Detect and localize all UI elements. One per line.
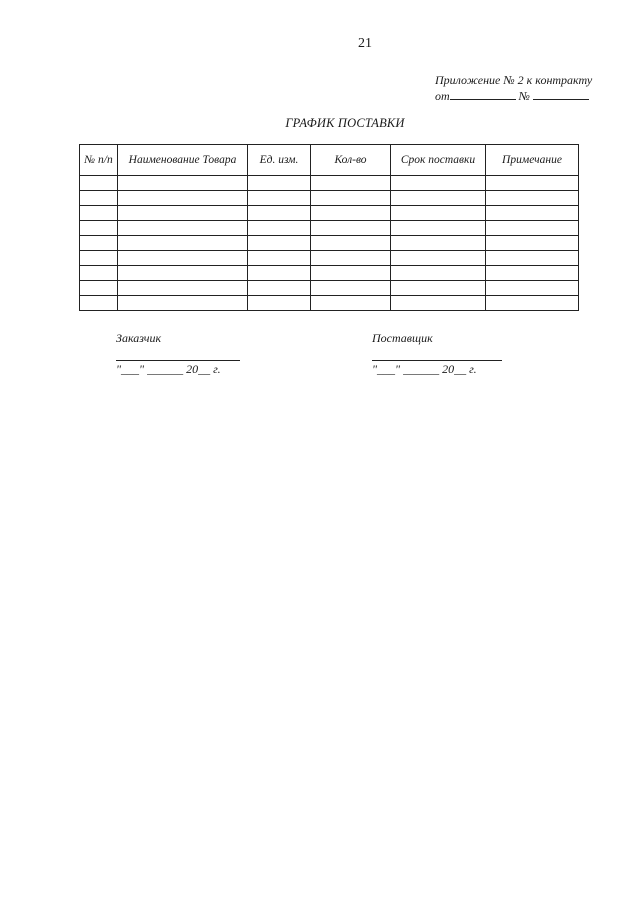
table-row (80, 281, 579, 296)
table-cell (248, 266, 311, 281)
table-cell (311, 191, 391, 206)
table-row (80, 266, 579, 281)
header-name: Наименование Товара (118, 145, 248, 176)
table-cell (486, 206, 579, 221)
table-cell (311, 251, 391, 266)
table-cell (486, 176, 579, 191)
table-cell (311, 296, 391, 311)
table-row (80, 221, 579, 236)
table-row (80, 206, 579, 221)
supplier-role: Поставщик (372, 331, 433, 345)
table-row (80, 251, 579, 266)
page-number: 21 (358, 36, 372, 51)
table-cell (118, 221, 248, 236)
table-row (80, 236, 579, 251)
table-cell (80, 251, 118, 266)
table-cell (80, 221, 118, 236)
table-cell (391, 251, 486, 266)
table-row (80, 296, 579, 311)
table-cell (118, 236, 248, 251)
date-blank (450, 88, 516, 100)
supplier-signature-line (372, 348, 502, 361)
table-cell (80, 206, 118, 221)
customer-date: "___" ______ 20__ г. (116, 362, 221, 376)
table-cell (391, 266, 486, 281)
table-cell (118, 266, 248, 281)
appendix-line: Приложение № 2 к контракту (435, 73, 593, 87)
table-cell (311, 221, 391, 236)
table-row (80, 176, 579, 191)
table-cell (311, 266, 391, 281)
table-cell (391, 191, 486, 206)
table-cell (248, 221, 311, 236)
table-cell (486, 281, 579, 296)
table-cell (311, 176, 391, 191)
table-cell (80, 236, 118, 251)
table-cell (391, 281, 486, 296)
table-cell (486, 296, 579, 311)
table-cell (486, 236, 579, 251)
appendix-header (435, 72, 592, 104)
table-cell (80, 281, 118, 296)
table-cell (118, 176, 248, 191)
table-cell (391, 221, 486, 236)
table-cell (486, 221, 579, 236)
table-cell (391, 296, 486, 311)
header-number: № п/п (80, 145, 118, 176)
table-cell (80, 266, 118, 281)
table-body (80, 176, 579, 311)
contract-reference-line (435, 88, 592, 104)
table-cell (248, 206, 311, 221)
table-cell (248, 281, 311, 296)
table-cell (118, 251, 248, 266)
header-delivery-term: Срок поставки (391, 145, 486, 176)
table-header-row (80, 145, 579, 176)
customer-role: Заказчик (116, 331, 162, 345)
table-cell (80, 296, 118, 311)
customer-signature-block (116, 330, 240, 377)
table-cell (486, 266, 579, 281)
table-cell (248, 176, 311, 191)
table-cell (248, 236, 311, 251)
table-cell (486, 191, 579, 206)
header-note: Примечание (486, 145, 579, 176)
table-cell (391, 236, 486, 251)
number-blank (533, 88, 589, 100)
table-cell (391, 206, 486, 221)
delivery-schedule-table (79, 144, 579, 311)
from-label: от (435, 89, 450, 103)
table-cell (118, 206, 248, 221)
supplier-date: "___" ______ 20__ г. (372, 362, 477, 376)
header-unit: Ед. изм. (248, 145, 311, 176)
customer-signature-line (116, 348, 240, 361)
table-cell (311, 281, 391, 296)
table-cell (80, 176, 118, 191)
table-cell (311, 236, 391, 251)
table-cell (80, 191, 118, 206)
table-cell (248, 251, 311, 266)
table-cell (391, 176, 486, 191)
table-cell (118, 281, 248, 296)
table-cell (248, 191, 311, 206)
number-label: № (518, 89, 530, 103)
table-cell (118, 191, 248, 206)
header-quantity: Кол-во (311, 145, 391, 176)
table-cell (118, 296, 248, 311)
document-title: ГРАФИК ПОСТАВКИ (285, 116, 405, 130)
table-cell (311, 206, 391, 221)
table-cell (486, 251, 579, 266)
table-row (80, 191, 579, 206)
table-cell (248, 296, 311, 311)
supplier-signature-block (372, 330, 502, 377)
